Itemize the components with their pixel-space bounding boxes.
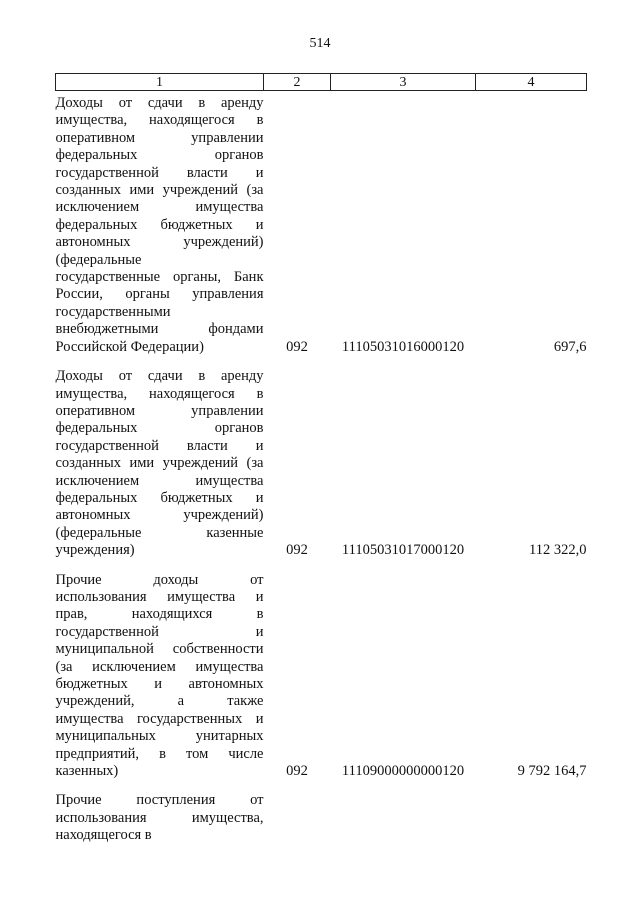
kbk-code-cell: 11105031016000120 (341, 338, 465, 355)
table-row (56, 572, 587, 793)
amount-cell: 112 322,0 (529, 542, 587, 559)
kbk-code-cell (331, 792, 476, 844)
table-row (56, 91, 587, 369)
revenue-name-line: созданных ими учреждений (за (55, 455, 264, 472)
revenue-name-line: государственной и (55, 623, 264, 640)
revenue-name-line: Прочие поступления от (55, 792, 264, 809)
revenue-name-line: муниципальной собственности (55, 641, 264, 658)
revenue-name-cell (56, 572, 264, 793)
revenue-name-line: Доходы от сдачи в аренду (55, 95, 264, 111)
revenue-name-line: Доходы от сдачи в аренду (55, 368, 264, 385)
revenue-name-line: использования имущества и (55, 588, 264, 605)
table-row (56, 368, 587, 571)
revenue-name-line: исключением имущества (55, 199, 264, 216)
revenue-name-line: имущества, находящегося в (55, 112, 264, 129)
table-row (56, 792, 587, 844)
table-header-row (56, 74, 587, 91)
admin-code-cell: 092 (286, 542, 308, 559)
revenue-name-line: Российской Федерации) (55, 338, 204, 355)
revenue-name-line: государственной власти и (55, 437, 264, 454)
revenue-name-line: Прочие доходы от (55, 571, 264, 588)
revenue-name-line: (за исключением имущества (55, 658, 264, 675)
amount-cell (476, 792, 587, 844)
revenue-name-line: учреждения) (55, 542, 135, 559)
revenue-name-line: муниципальных унитарных (55, 728, 264, 745)
revenue-name-line: автономных учреждений) (55, 507, 264, 524)
revenue-name-line: бюджетных и автономных (55, 676, 264, 692)
revenue-name-line: федеральных органов (55, 147, 264, 164)
revenue-name-cell (56, 792, 264, 844)
revenue-name-line: внебюджетными фондами (55, 321, 264, 338)
revenue-name-line: имущества государственных и (55, 710, 264, 727)
revenue-name-line: имущества, находящегося в (55, 385, 264, 402)
amount-cell: 9 792 164,7 (517, 763, 587, 780)
revenue-name-line: исключением имущества (55, 472, 264, 489)
revenue-name-line: прав, находящихся в (55, 606, 264, 623)
admin-code-cell: 092 (286, 763, 308, 780)
revenue-name-line: России, органы управления (55, 286, 264, 303)
revenue-name-line: государственными (55, 303, 171, 320)
revenue-name-line: (федеральные казенные (55, 524, 264, 541)
revenue-name-line: предприятий, в том числе (55, 745, 264, 762)
revenue-name-line: федеральных органов (55, 420, 264, 437)
kbk-code-cell: 11105031017000120 (341, 542, 465, 559)
revenue-name-line: созданных ими учреждений (за (55, 182, 264, 199)
column-header-3: 3 (331, 74, 476, 91)
revenue-name-line: использования имущества, (55, 809, 264, 826)
column-header-2: 2 (264, 74, 331, 91)
revenue-name-line: федеральных бюджетных и (55, 489, 264, 506)
amount-cell: 697,6 (553, 338, 587, 355)
admin-code-cell: 092 (286, 338, 308, 355)
revenue-table (55, 73, 587, 845)
column-header-1: 1 (56, 74, 264, 91)
admin-code-cell (264, 792, 331, 844)
revenue-name-line: (федеральные (55, 251, 142, 268)
revenue-name-line: находящегося в (55, 827, 152, 844)
revenue-name-line: государственной власти и (55, 164, 264, 181)
revenue-name-line: федеральных бюджетных и (55, 216, 264, 233)
page-number: 514 (309, 36, 331, 51)
revenue-name-line: казенных) (55, 763, 119, 780)
revenue-name-line: автономных учреждений) (55, 234, 264, 251)
table-body (56, 91, 587, 845)
revenue-name-cell (56, 91, 264, 369)
revenue-name-line: государственные органы, Банк (55, 269, 264, 286)
revenue-name-cell (56, 368, 264, 571)
column-header-4: 4 (476, 74, 587, 91)
kbk-code-cell: 11109000000000120 (341, 763, 465, 780)
revenue-name-line: оперативном управлении (55, 402, 264, 419)
revenue-name-line: оперативном управлении (55, 129, 264, 146)
revenue-name-line: учреждений, а также (55, 693, 264, 710)
